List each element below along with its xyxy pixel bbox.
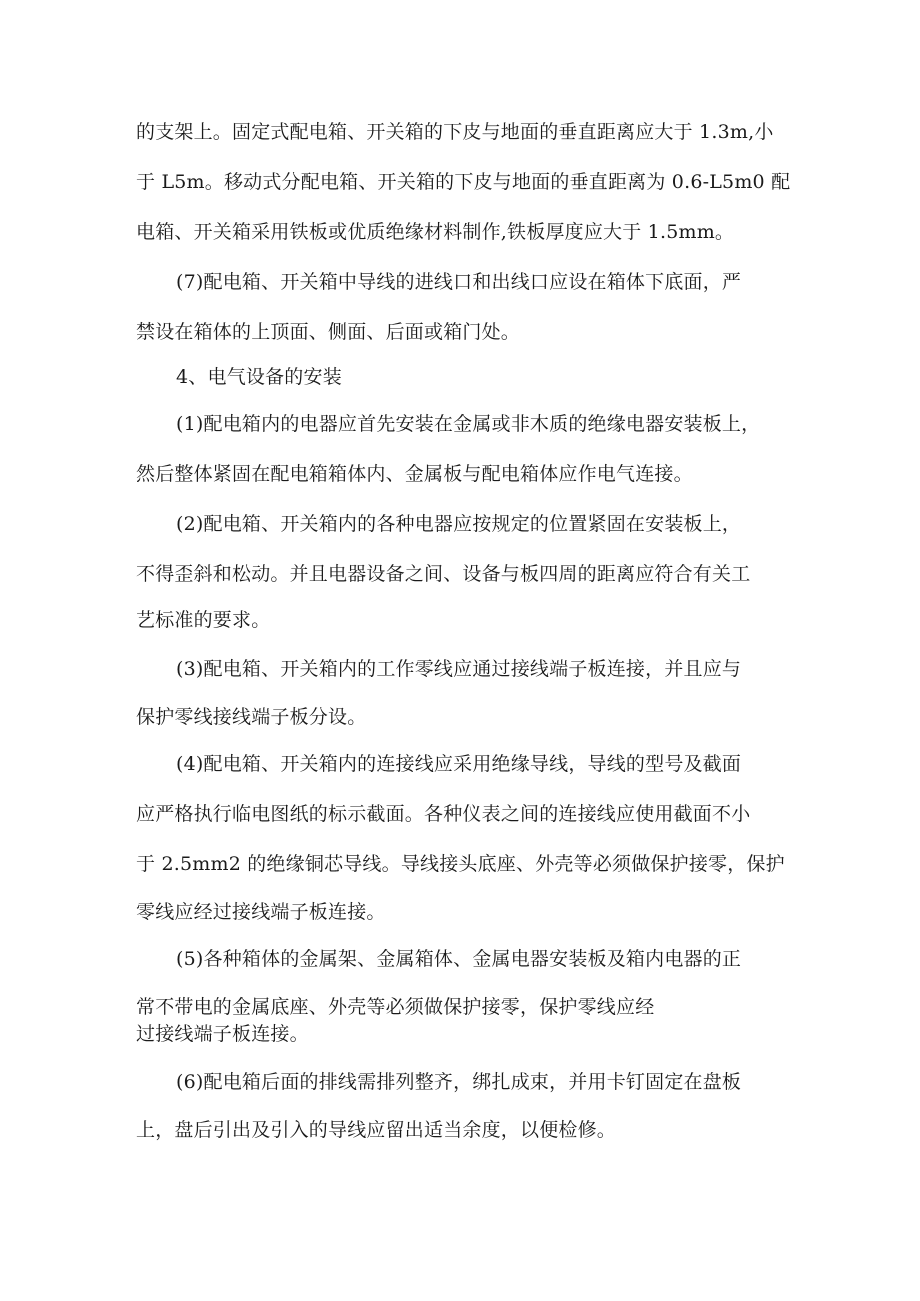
text-line: (2)配电箱、开关箱内的各种电器应按规定的位置紧固在安装板上， (176, 513, 742, 535)
text-line: 保护零线接线端子板分设。 (136, 706, 367, 728)
text-line: (4)配电箱、开关箱内的连接线应采用绝缘导线，导线的型号及截面 (176, 753, 742, 775)
text-line: (7)配电箱、开关箱中导线的进线口和出线口应设在箱体下底面，严 (176, 271, 742, 293)
text-line: 常不带电的金属底座、外壳等必须做保护接零，保护零线应经 (136, 996, 655, 1018)
text-line: 过接线端子板连接。 (136, 1023, 309, 1045)
text-line: (6)配电箱后面的排线需排列整齐，绑扎成束，并用卡钉固定在盘板 (176, 1071, 742, 1093)
section-heading: 4、电气设备的安装 (176, 366, 342, 388)
text-line: 电箱、开关箱采用铁板或优质绝缘材料制作,铁板厚度应大于 1.5mm。 (136, 221, 735, 243)
text-line: (1)配电箱内的电器应首先安装在金属或非木质的绝缘电器安装板上， (176, 413, 761, 435)
text-line: 于 2.5mm2 的绝缘铜芯导线。导线接头底座、外壳等必须做保护接零，保护 (136, 853, 785, 875)
text-line: 禁设在箱体的上顶面、侧面、后面或箱门处。 (136, 321, 521, 343)
text-line: 然后整体紧固在配电箱箱体内、金属板与配电箱体应作电气连接。 (136, 463, 693, 485)
text-line: 上，盘后引出及引入的导线应留出适当余度，以便检修。 (136, 1119, 617, 1141)
text-line: 不得歪斜和松动。并且电器设备之间、设备与板四周的距离应符合有关工 (136, 563, 751, 585)
text-line: 零线应经过接线端子板连接。 (136, 901, 386, 923)
text-line: (5)各种箱体的金属架、金属箱体、金属电器安装板及箱内电器的正 (176, 948, 742, 970)
text-line: 艺标准的要求。 (136, 609, 271, 631)
text-line: 应严格执行临电图纸的标示截面。各种仪表之间的连接线应使用截面不小 (136, 803, 751, 825)
text-line: (3)配电箱、开关箱内的工作零线应通过接线端子板连接，并且应与 (176, 658, 742, 680)
text-line: 的支架上。固定式配电箱、开关箱的下皮与地面的垂直距离应大于 1.3m,小 (136, 121, 774, 143)
text-line: 于 L5m。移动式分配电箱、开关箱的下皮与地面的垂直距离为 0.6-L5m0 配 (136, 171, 791, 193)
